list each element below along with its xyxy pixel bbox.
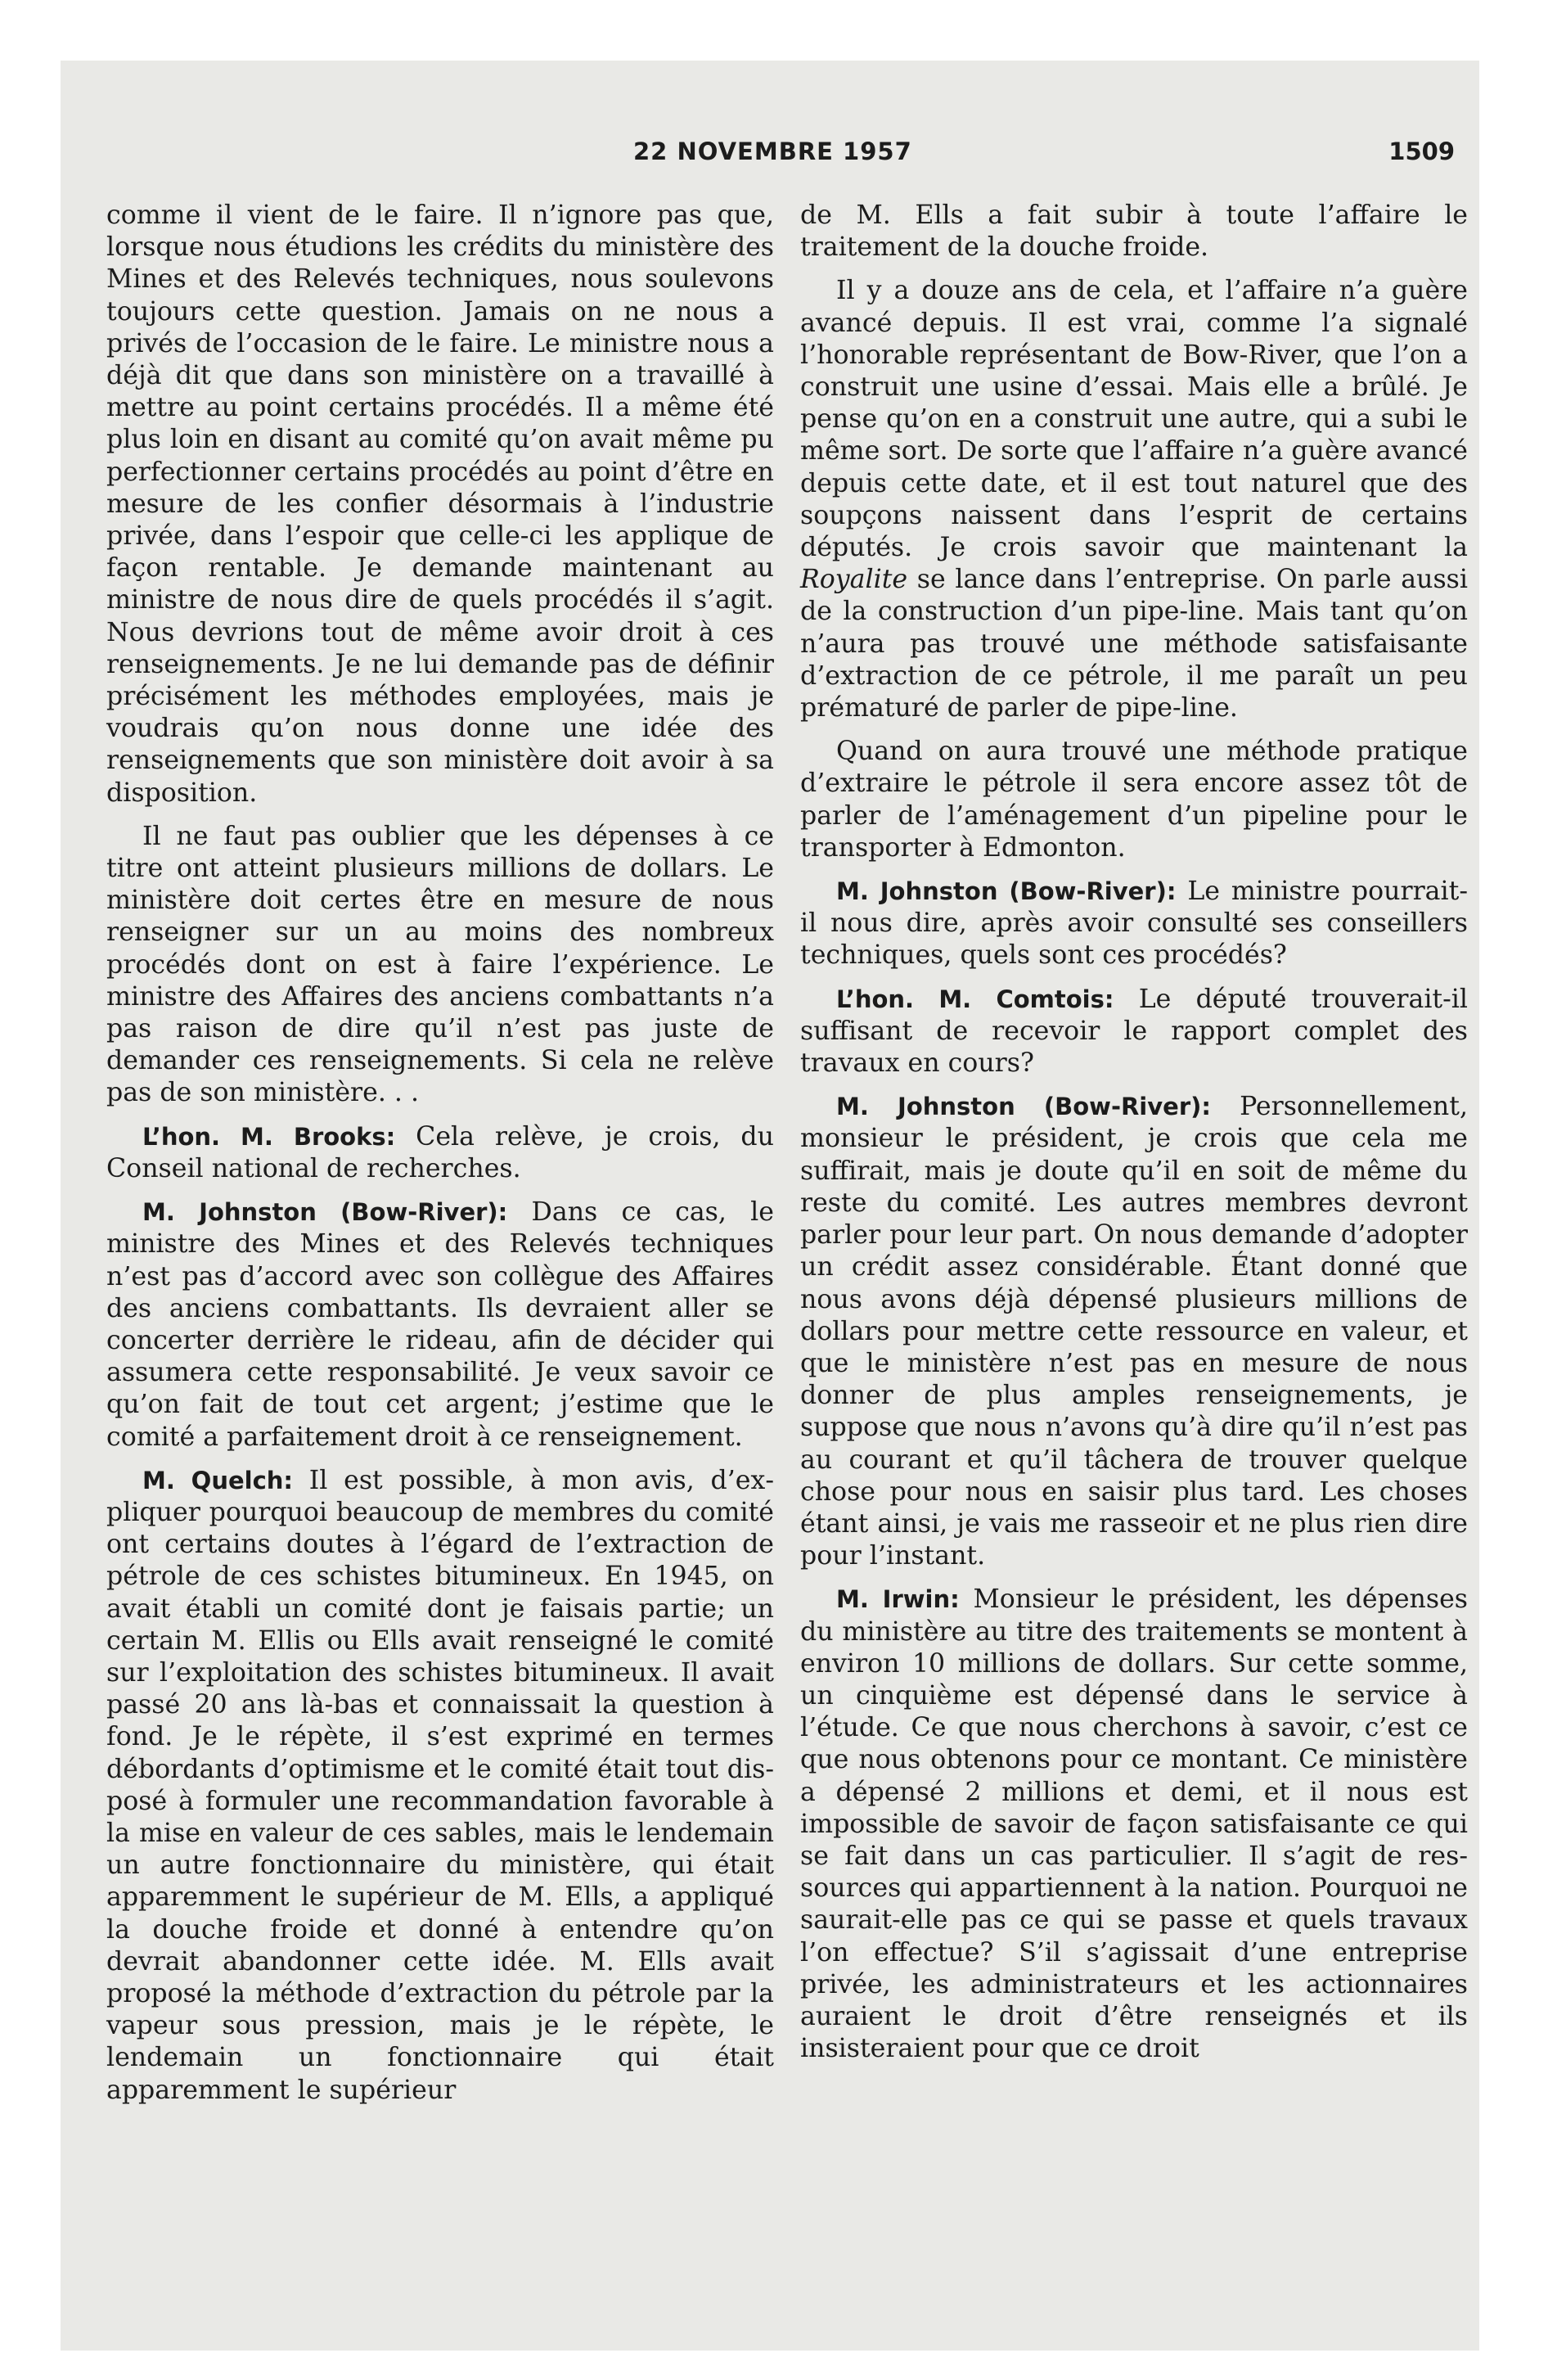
speech-paragraph [800, 1584, 1468, 2065]
speech-paragraph [106, 1465, 774, 2107]
paragraph [800, 275, 1468, 724]
header-date: 22 NOVEMBRE 1957 [633, 137, 912, 165]
speech-text: Il est possible, à mon avis, d’expliquer pourquoi beaucoup de membres du comité ont certains doutes à l’égard de l’extraction de pétrole de ces schistes bitumineux. En 1945, on avait établi un comité dont je faisais partie; un certain M. Ellis ou Ells avait renseigné le comité sur l’exploitation des schistes bitumineux. Il avait passé 20 ans là-bas et connaissait la question à fond. Je le répète, il s’est exprimé en termes débordants d’optimisme et le comité était tout disposé à formuler une recommandation favorable à la mise en valeur de ces sables, mais le lendemain un autre fonctionnaire du ministère, qui était apparemment le supérieur de M. Ells, a appliqué la douche froide et donné à entendre qu’on devrait abandonner cette idée. M. Ells avait proposé la méthode d’extraction du pétrole par la vapeur sous pression, mais je le répète, le lendemain un fonctionnaire qui était apparemment le supérieur [106, 1465, 774, 2105]
speaker-name: M. Johnston (Bow-River): [836, 877, 1177, 906]
paragraph: de M. Ells a fait subir à toute l’affaire le traitement de la douche froide. [800, 201, 1468, 263]
speaker-name: M. Johnston (Bow-River): [142, 1198, 508, 1227]
paragraph-text: Il y a douze ans de cela, et l’affaire n’a guère avancé depuis. Il est vrai, comme l’a signalé l’honorable représentant de Bow-River, que l’on a construit une usine d’essai. Mais elle a brûlé. Je pense qu’on en a construit une autre, qui a subi le même sort. De sorte que l’affaire n’a guère avancé depuis cette date, et il est tout naturel que des soupçons naissent dans l’esprit de certains députés. Je crois savoir que maintenant la [800, 276, 1468, 563]
speech-paragraph [106, 1197, 774, 1454]
speech-text: Dans ce cas, le ministre des Mines et des Relevés techniques n’est pas d’accord avec son collègue des Affaires des anciens combattants. Ils devraient aller se concerter derrière le rideau, afin de décider qui assumera cette responsabilité. Je veux savoir ce qu’on fait de tout cet argent; j’estime que le comité a parfaitement droit à ce renseignement. [106, 1197, 774, 1452]
speech-paragraph [800, 1091, 1468, 1572]
speech-paragraph [800, 984, 1468, 1080]
paragraph-text: se lance dans l’entreprise. On parle aussi de la construction d’un pipe-line. Mais tant qu’on n’aura pas trouvé une méthode satisfaisante d’extraction de ce pétrole, il me paraît un peu prématuré de parler de pipe-line. [800, 565, 1468, 723]
page-header [101, 137, 1455, 174]
speech-text: Cela relève, je crois, du Conseil national de recherches. [106, 1121, 775, 1183]
speech-text: Le ministre pourrait-il nous dire, après avoir consulté ses conseillers techniques, quels sont ces procédés? [800, 877, 1468, 971]
speaker-name: M. Johnston (Bow-River): [836, 1093, 1211, 1121]
paragraph: Il ne faut pas oublier que les dépenses à ce titre ont atteint plusieurs millions de dollars. Le ministère doit certes être en mesure de nous renseigner sur un au moins des nombreux procédés dont on est à faire l’expérience. Le ministre des Affaires des anciens combattants n’a pas raison de dire qu’il n’est pas juste de demander ces renseignements. Si cela ne relève pas de son ministère. . . [106, 821, 774, 1108]
paragraph: Quand on aura trouvé une méthode pratique d’extraire le pétrole il sera encore assez tôt de parler de l’aménagement d’un pipeline pour le transporter à Edmonton. [800, 737, 1468, 863]
company-name: Royalite [800, 565, 908, 595]
speech-paragraph [800, 876, 1468, 972]
speech-text: Le député trouverait-il suffisant de recevoir le rapport complet des travaux en cours? [800, 984, 1468, 1079]
speech-text: Monsieur le président, les dépenses du ministère au titre des traitements se montent à environ 10 millions de dollars. Sur cette somme, un cinquième est dépensé dans le service à l’étude. Ce que nous cherchons à savoir, c’est ce que nous obtenons pour ce montant. Ce ministère a dépensé 2 millions et demi, et il nous est impossible de savoir de façon satisfaisante ce qui se fait dans un cas particulier. Il s’agit de ressources qui appartiennent à la nation. Pourquoi ne saurait-elle pas ce qui se passe et quels travaux l’on effectue? S’il s’agissait d’une entreprise privée, les administrateurs et les actionnaires auraient le droit d’être renseignés et ils insisteraient pour que ce droit [800, 1584, 1468, 2064]
speaker-name: L’hon. M. Comtois: [836, 985, 1114, 1013]
paragraph: comme il vient de le faire. Il n’ignore pas que, lorsque nous étudions les crédits du ministère des Mines et des Relevés techniques, nous soulevons toujours cette question. Jamais on ne nous a privés de l’occasion de le faire. Le ministre nous a déjà dit que dans son ministère on a travaillé à mettre au point certains procédés. Il a même été plus loin en disant au comité qu’on avait même pu perfectionner certains procédés au point d’être en mesure de les confier désormais à l’industrie privée, dans l’espoir que celle-ci les applique de façon rentable. Je demande maintenant au ministre de nous dire de quels procédés il s’agit. Nous devrions tout de même avoir droit à ces renseignements. Je ne lui demande pas de définir précisément les méthodes employées, mais je voudrais qu’on nous donne une idée des renseignements que son ministère doit avoir à sa disposition. [106, 201, 774, 808]
speech-paragraph [106, 1121, 774, 1185]
speaker-name: L’hon. M. Brooks: [142, 1122, 396, 1151]
right-column [800, 200, 1468, 2076]
speech-text: Personnellement, monsieur le président, je crois que cela me suffirait, mais je doute qu’il en soit de même du reste du comité. Les autres membres devront parler pour leur part. On nous demande d’adopter un crédit assez considérable. Étant donné que nous avons déjà dépensé plusieurs millions de dollars pour mettre cette ressource en valeur, et que le ministère n’est pas en mesure de nous donner de plus amples renseignements, je suppose que nous n’avons qu’à dire qu’il n’est pas au courant et qu’il tâchera de trouver quelque chose pour nous en saisir plus tard. Les choses étant ainsi, je vais me rasseoir et ne plus rien dire pour l’instant. [800, 1092, 1469, 1571]
left-column [106, 200, 774, 2118]
speaker-name: M. Irwin: [836, 1585, 960, 1614]
page-number: 1509 [1388, 137, 1455, 165]
speaker-name: M. Quelch: [142, 1466, 294, 1494]
